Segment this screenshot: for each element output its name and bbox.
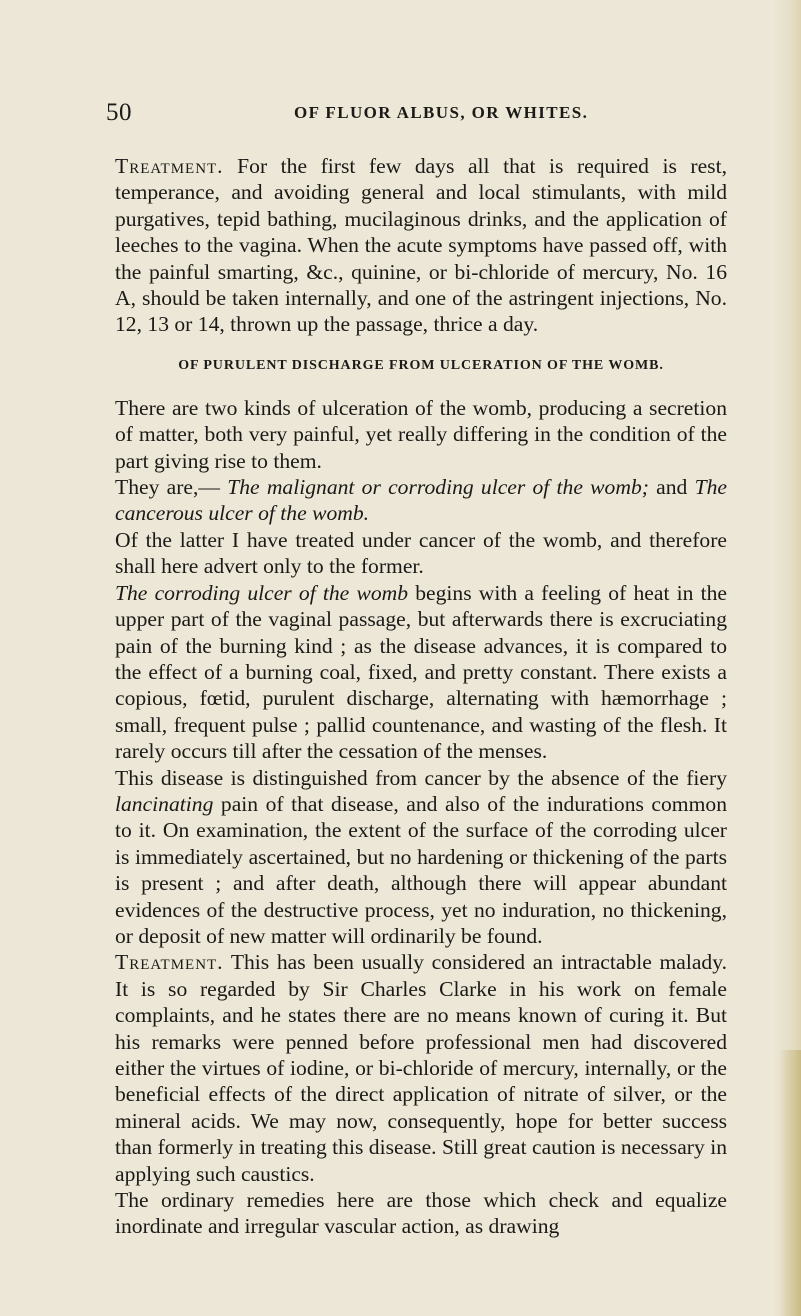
paragraph-distinguished [115,765,727,950]
paragraph-text: and [648,475,695,500]
italic-term: lancinating [115,791,214,816]
paragraph-corroding-ulcer [115,580,727,765]
paragraph-treatment-2 [115,949,727,1187]
italic-term: The malignant or corroding ulcer of the womb; [227,475,649,500]
italic-term: The cancerous ulcer of the womb. [115,475,727,526]
paragraph-text: begins with a feeling of heat in the upper part of the vaginal passage, but afterwards there is excruciating pain of the burning kind ; as the disease advances, it is compared to the effect of a burning coal, fixed, and pretty constant. There exists a copious, fœtid, purulent discharge, alternating with hæmorrhage ; small, frequent pulse ; pallid countenance, and wasting of the flesh. It rarely occurs till after the cessation of the menses. [115,580,727,764]
paragraph-treatment-1 [115,153,727,338]
paragraph-they-are [115,474,727,527]
body-text [115,153,727,1240]
paragraph-text: For the first few days all that is required is rest, temperance, and avoiding general and local stimulants, with mild purgatives, tepid bathing, mucilaginous drinks, and the application of leeches to the vagina. When the acute symptoms have passed off, with the painful smarting, &c., quinine, or bi-chloride of mercury, No. 16 A, should be taken internally, and one of the astringent injections, No. 12, 13 or 14, thrown up the passage, thrice a day. [115,154,727,337]
treatment-label: Treatment. [115,950,224,975]
running-title: OF FLUOR ALBUS, OR WHITES. [294,103,589,122]
treatment-label: Treatment. [115,154,224,178]
page-number: 50 [106,99,132,126]
paragraph-ordinary-remedies: The ordinary remedies here are those which check and equalize inordinate and irregular vascular action, as drawing [115,1188,727,1239]
paragraph-text: pain of that disease, and also of the indurations common to it. On examination, the extent of the surface of the corroding ulcer is immediately ascertained, but no hardening or thickening of the parts is present ; and after death, although there will appear abundant evidences of the destructive process, yet no induration, no thickening, or deposit of new matter will ordinarily be found. [115,791,727,948]
paragraph-text: This has been usually considered an intractable malady. It is so regarded by Sir Charles Clarke in his work on female complaints, and he states there are no means known of curing it. But his remarks were penned before professional men had discovered either the virtues of iodine, or bi-chloride of mercury, internally, or the beneficial effects of the direct application of nitrate of silver, or the mineral acids. We may now, consequently, hope for better success than formerly in treating this disease. Still great caution is necessary in applying such caustics. [115,950,727,1186]
page-header [106,96,726,130]
paragraph-latter: Of the latter I have treated under cancer of the womb, and therefore shall here advert only to the former. [115,527,727,579]
paragraph-two-kinds: There are two kinds of ulceration of the womb, producing a secretion of matter, both very painful, yet really differing in the condition of the part giving rise to them. [115,395,727,473]
paragraph-text: This disease is distinguished from cancer by the absence of the fiery [115,765,727,790]
italic-term: The corroding ulcer of the womb [115,580,409,605]
paragraph-text: They are,— [115,475,228,500]
page-edge-stain [779,1050,801,1316]
section-heading: OF PURULENT DISCHARGE FROM ULCERATION OF THE WOMB. [178,357,664,373]
